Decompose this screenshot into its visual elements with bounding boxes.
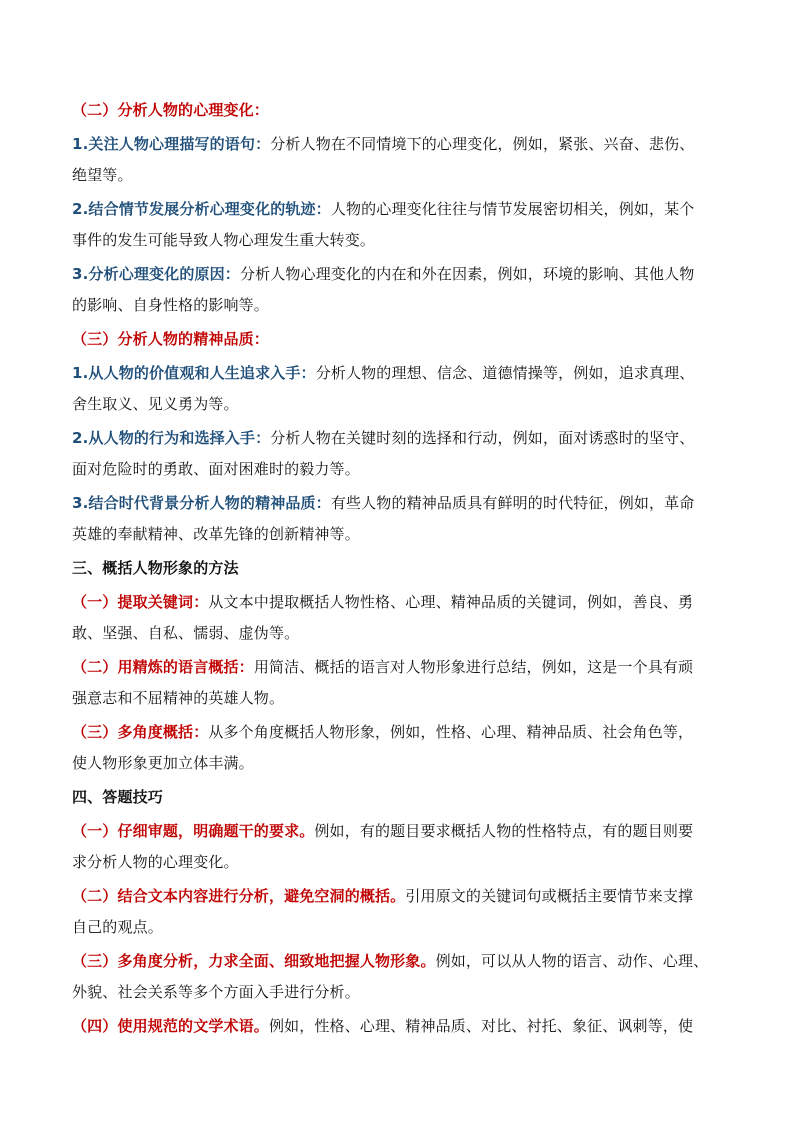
item-text: 使人物形象更加立体丰满。	[72, 754, 254, 772]
list-item	[72, 488, 732, 550]
item-label: （一）提取关键词：	[72, 593, 209, 611]
item-text: 人物的心理变化往往与情节发展密切相关，例如，某个	[330, 200, 695, 218]
item-text: 自己的观点。	[72, 918, 163, 936]
item-text: 分析人物的理想、信念、道德情操等，例如，追求真理、	[315, 364, 695, 382]
item-label: （三）多角度概括：	[72, 723, 209, 741]
item-text: 用简洁、概括的语言对人物形象进行总结，例如，这是一个具有顽	[253, 658, 694, 676]
item-label: 3.结合时代背景分析人物的精神品质：	[72, 494, 331, 512]
item-label: 1.关注人物心理描写的语句：	[72, 135, 271, 153]
item-text: 强意志和不屈精神的英雄人物。	[72, 689, 285, 707]
list-item	[72, 1011, 732, 1042]
item-text: 例如，有的题目要求概括人物的性格特点，有的题目则要	[314, 822, 694, 840]
item-text: 从文本中提取概括人物性格、心理、精神品质的关键词，例如，善良、勇	[208, 593, 694, 611]
section-heading: （三）分析人物的精神品质：	[72, 330, 269, 348]
item-text: 外貌、社会关系等多个方面入手进行分析。	[72, 983, 360, 1001]
list-item	[72, 717, 732, 779]
list-item	[72, 946, 732, 1008]
item-text: 的影响、自身性格的影响等。	[72, 296, 269, 314]
list-item	[72, 816, 732, 878]
section-heading: （二）分析人物的心理变化：	[72, 101, 269, 119]
part-heading: 三、概括人物形象的方法	[72, 559, 239, 577]
item-label: 2.从人物的行为和选择入手：	[72, 429, 271, 447]
item-label: （二）结合文本内容进行分析，避免空洞的概括。	[72, 887, 406, 905]
list-item	[72, 194, 732, 256]
item-text: 分析人物在关键时刻的选择和行动，例如，面对诱惑时的坚守、	[270, 429, 695, 447]
item-text: 从多个角度概括人物形象，例如，性格、心理、精神品质、社会角色等，	[208, 723, 694, 741]
list-item	[72, 881, 732, 943]
item-label: （一）仔细审题，明确题干的要求。	[72, 822, 315, 840]
item-label: 1.从人物的价值观和人生追求入手：	[72, 364, 316, 382]
item-text: 英雄的奉献精神、改革先锋的创新精神等。	[72, 525, 360, 543]
list-item	[72, 587, 732, 649]
item-text: 绝望等。	[72, 166, 133, 184]
document-page	[72, 95, 732, 1042]
item-text: 舍生取义、见义勇为等。	[72, 395, 239, 413]
item-label: 2.结合情节发展分析心理变化的轨迹：	[72, 200, 331, 218]
list-item	[72, 358, 732, 420]
item-text: 面对危险时的勇敢、面对困难时的毅力等。	[72, 460, 360, 478]
item-text: 引用原文的关键词句或概括主要情节来支撑	[405, 887, 694, 905]
item-label: 3.分析心理变化的原因：	[72, 265, 240, 283]
list-item	[72, 423, 732, 485]
list-item	[72, 652, 732, 714]
item-text: 分析人物心理变化的内在和外在因素，例如，环境的影响、其他人物	[239, 265, 695, 283]
item-text: 事件的发生可能导致人物心理发生重大转变。	[72, 231, 376, 249]
part-heading: 四、答题技巧	[72, 788, 163, 806]
item-text: 求分析人物的心理变化。	[72, 853, 239, 871]
item-label: （四）使用规范的文学术语。	[72, 1017, 269, 1035]
item-text: 有些人物的精神品质具有鲜明的时代特征，例如，革命	[330, 494, 695, 512]
item-text: 例如，性格、心理、精神品质、对比、衬托、象征、讽刺等，使	[268, 1017, 694, 1035]
list-item	[72, 129, 732, 191]
item-text: 分析人物在不同情境下的心理变化，例如，紧张、兴奋、悲伤、	[270, 135, 695, 153]
list-item	[72, 259, 732, 321]
item-label: （二）用精炼的语言概括：	[72, 658, 254, 676]
item-text: 例如，可以从人物的语言、动作、心理、	[435, 952, 709, 970]
item-text: 敢、坚强、自私、懦弱、虚伪等。	[72, 624, 300, 642]
item-label: （三）多角度分析，力求全面、细致地把握人物形象。	[72, 952, 436, 970]
